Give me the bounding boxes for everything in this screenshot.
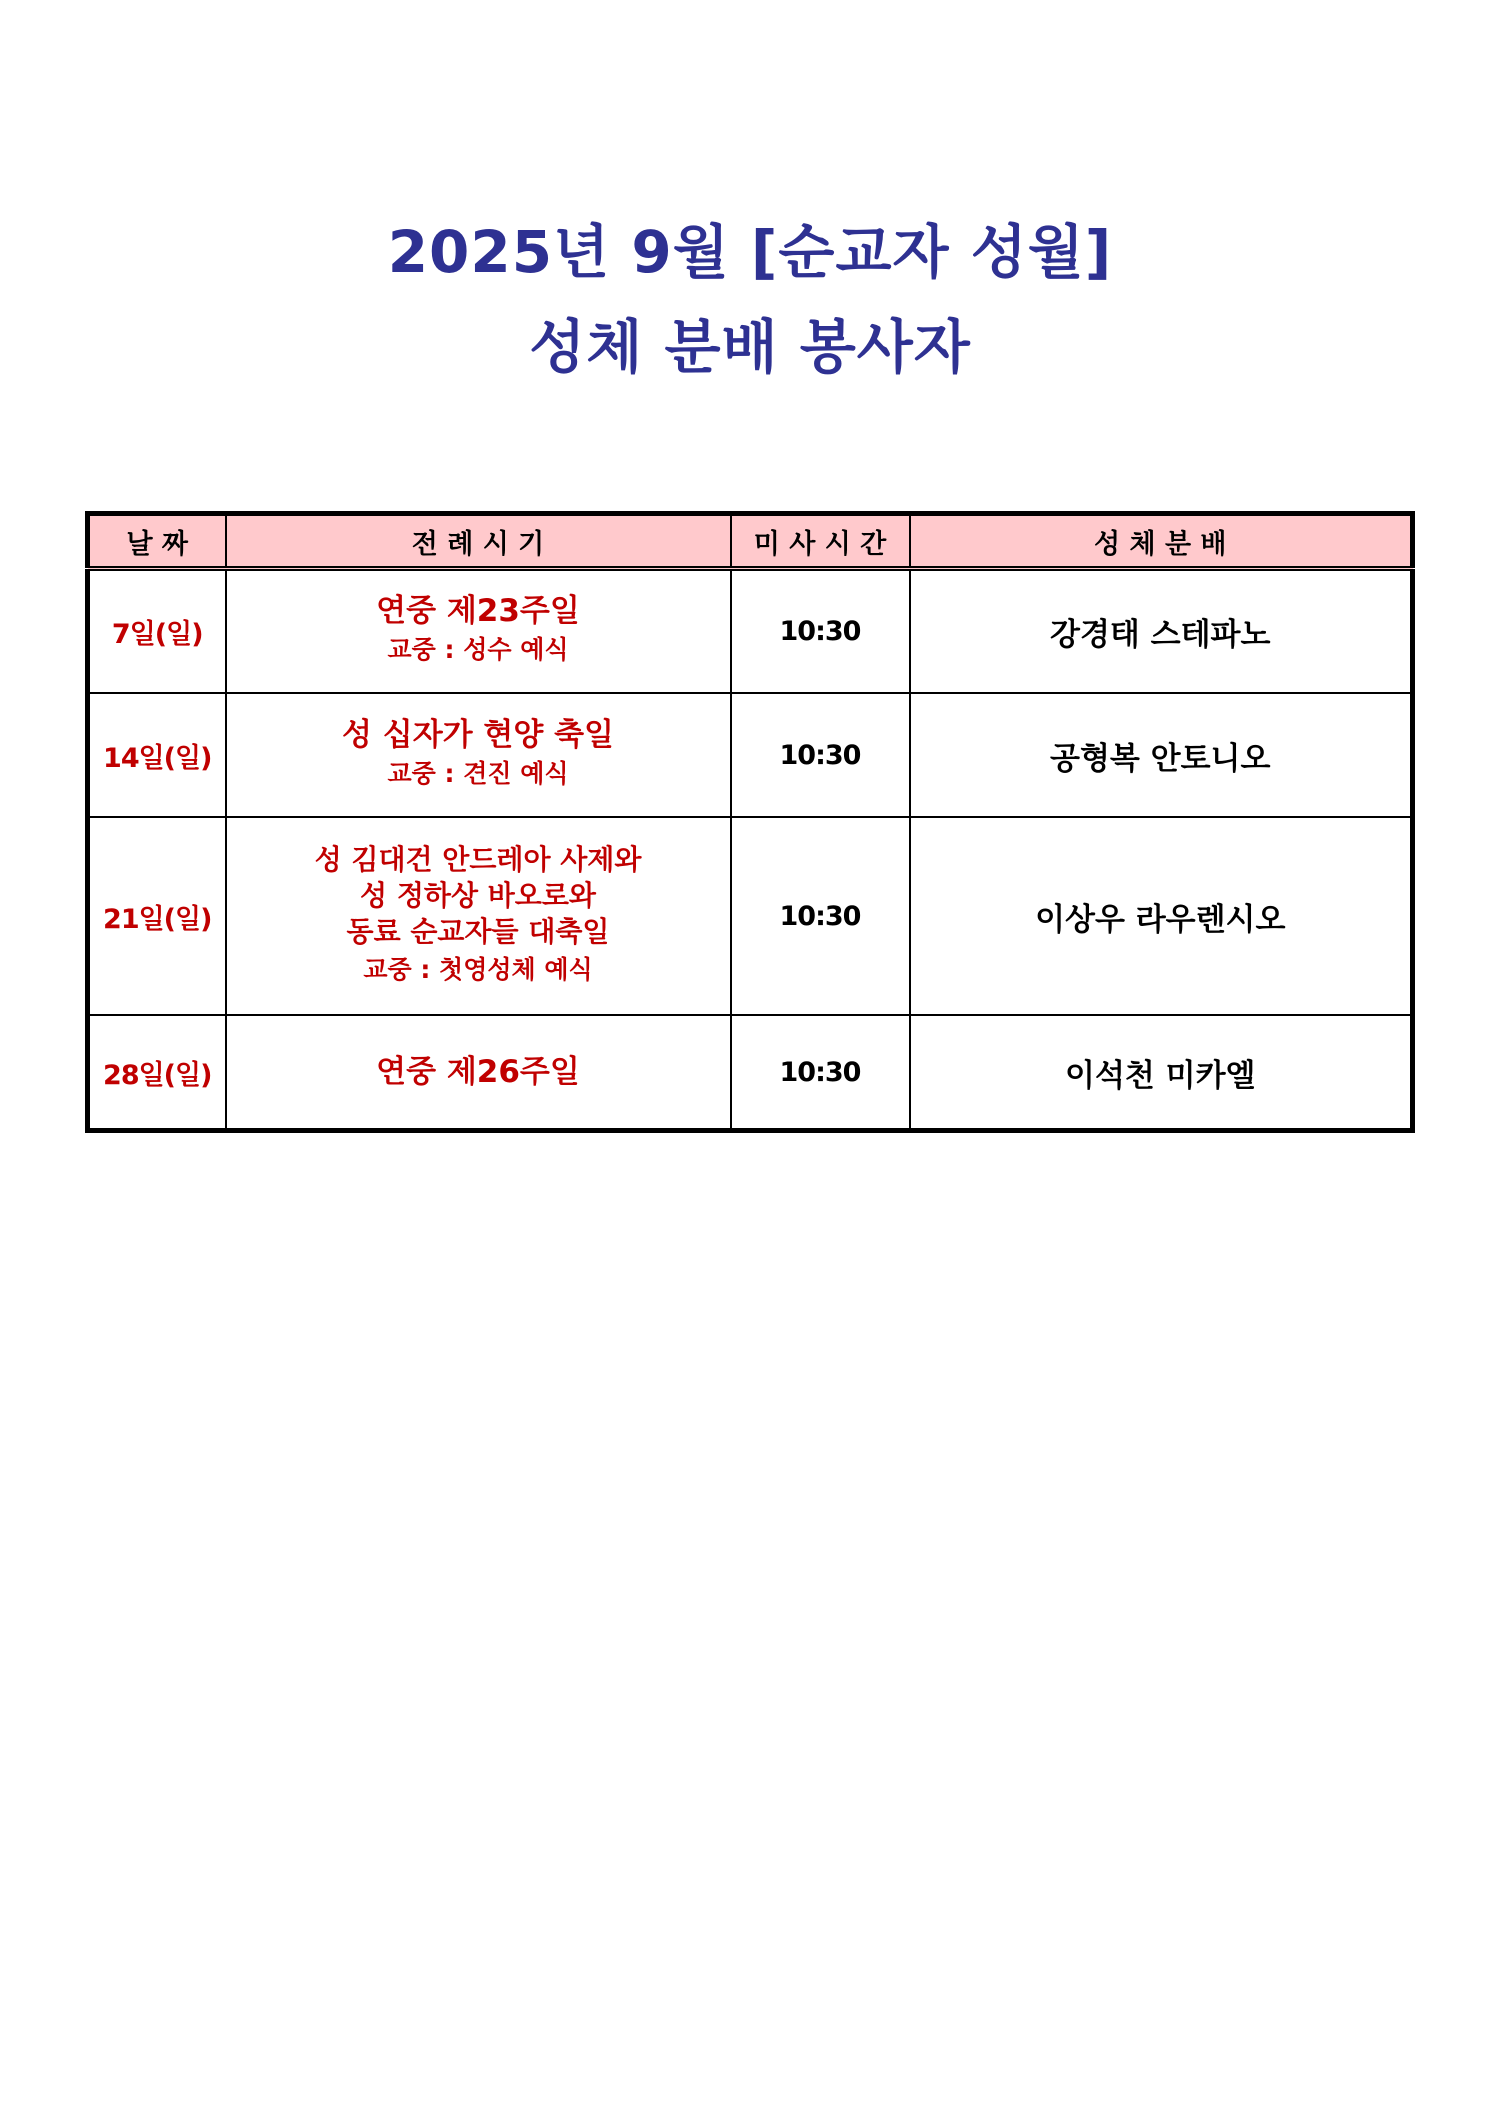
liturgy-title-line: 동료 순교자들 대축일 [346,915,610,949]
table-row [88,1015,1413,1130]
row-liturgy [226,1015,731,1130]
liturgy-note: 교중 : 성수 예식 [387,635,569,665]
row-time: 10:30 [731,693,910,817]
row-time: 10:30 [731,817,910,1015]
liturgy-note: 교중 : 첫영성체 예식 [363,955,593,985]
row-date: 21일(일) [88,817,226,1015]
row-time: 10:30 [731,1015,910,1130]
row-liturgy [226,817,731,1015]
row-date: 28일(일) [88,1015,226,1130]
liturgy-title: 연중 제23주일 [376,593,580,630]
liturgy-note: 교중 : 견진 예식 [387,759,569,789]
row-liturgy [226,569,731,693]
header-date: 날 짜 [88,514,226,569]
row-time: 10:30 [731,569,910,693]
header-distribution: 성 체 분 배 [910,514,1413,569]
table-row [88,569,1413,693]
row-date: 14일(일) [88,693,226,817]
liturgy-title: 연중 제26주일 [376,1054,580,1091]
schedule-table [85,511,1415,1133]
row-minister: 이상우 라우렌시오 [910,817,1413,1015]
liturgy-title-line: 성 정하상 바오로와 [360,879,596,913]
row-minister: 강경태 스테파노 [910,569,1413,693]
row-minister: 공형복 안토니오 [910,693,1413,817]
table-row [88,817,1413,1015]
table-row [88,693,1413,817]
row-date: 7일(일) [88,569,226,693]
liturgy-title-line: 성 김대건 안드레아 사제와 [314,843,642,877]
page-title: 2025년 9월 [순교자 성월] [387,218,1113,286]
row-minister: 이석천 미카엘 [910,1015,1413,1130]
table-header-row [88,514,1413,569]
liturgy-title: 성 십자가 현양 축일 [342,717,614,754]
page-subtitle: 성체 분배 봉사자 [529,313,971,381]
row-liturgy [226,693,731,817]
header-liturgy: 전 례 시 기 [226,514,731,569]
header-time: 미 사 시 간 [731,514,910,569]
